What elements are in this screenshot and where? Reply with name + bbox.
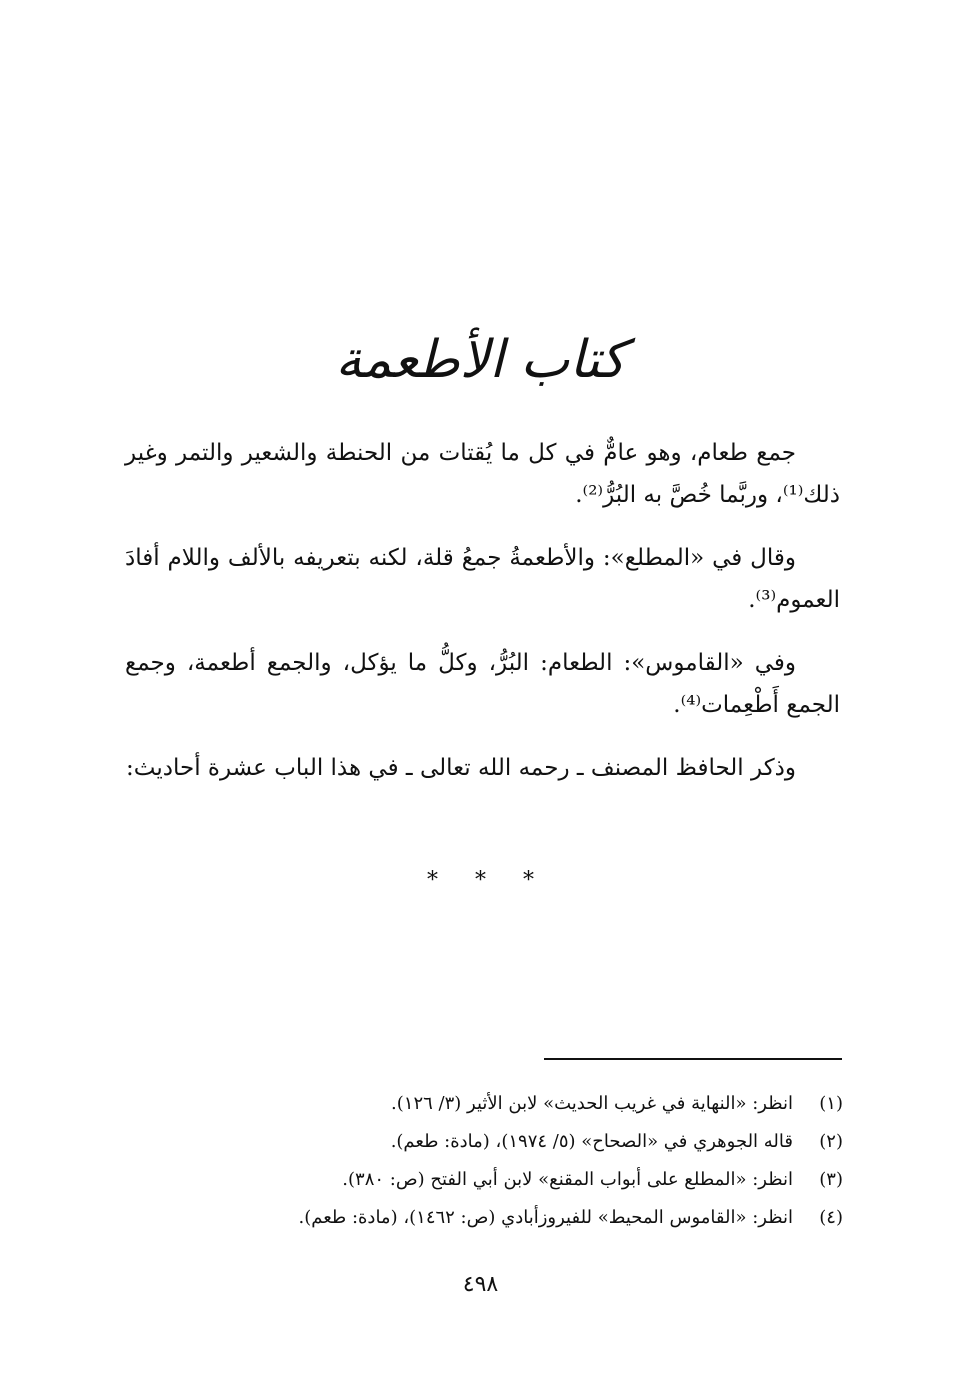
section-separator: * * * bbox=[427, 868, 534, 893]
chapter-title: كتاب الأطعمة bbox=[335, 330, 626, 390]
footnote bbox=[125, 1123, 843, 1161]
footnote-text: قاله الجوهري في «الصحاح» (٥/ ١٩٧٤)، (مادة: طعم). bbox=[390, 1131, 793, 1152]
footnote-number: (٤) bbox=[819, 1207, 843, 1228]
footnote-divider bbox=[544, 1058, 842, 1060]
footnote-number: (٣) bbox=[819, 1169, 843, 1190]
footnote-text: انظر: «المطلع على أبواب المقنع» لابن أبي الفتح (ص: ٣٨٠). bbox=[342, 1169, 793, 1190]
footnote-number: (٢) bbox=[819, 1131, 843, 1152]
footnote bbox=[125, 1085, 843, 1123]
main-text bbox=[125, 432, 840, 810]
paragraph: وذكر الحافظ المصنف ـ رحمه الله تعالى ـ في هذا الباب عشرة أحاديث: bbox=[126, 755, 796, 781]
footnote-text: انظر: «النهاية في غريب الحديث» لابن الأثير (٣/ ١٢٦). bbox=[391, 1093, 793, 1114]
footnote bbox=[125, 1161, 843, 1199]
paragraph: وفي «القاموس»: الطعام: البُرُّ، وكلُّ ما يؤكل، والجمع أطعمة، وجمع الجمع أَطْعِمات⁽⁴⁾. bbox=[125, 650, 840, 718]
paragraph: وقال في «المطلع»: والأطعمةُ جمعُ قلة، لكنه بتعريفه بالألف واللام أفادَ العموم⁽³⁾. bbox=[125, 545, 840, 613]
footnote bbox=[125, 1199, 843, 1237]
footnote-text: انظر: «القاموس المحيط» للفيروزأبادي (ص: ١٤٦٢)، (مادة: طعم). bbox=[298, 1207, 793, 1228]
paragraph: جمع طعام، وهو عامٌّ في كل ما يُقتات من الحنطة والشعير والتمر وغير ذلك⁽¹⁾، وربَّما خُصَّ به البُرُّ⁽²⁾. bbox=[125, 440, 840, 508]
page-number: ٤٩٨ bbox=[462, 1272, 499, 1297]
footnote-number: (١) bbox=[819, 1093, 843, 1114]
footnotes bbox=[125, 1085, 843, 1237]
